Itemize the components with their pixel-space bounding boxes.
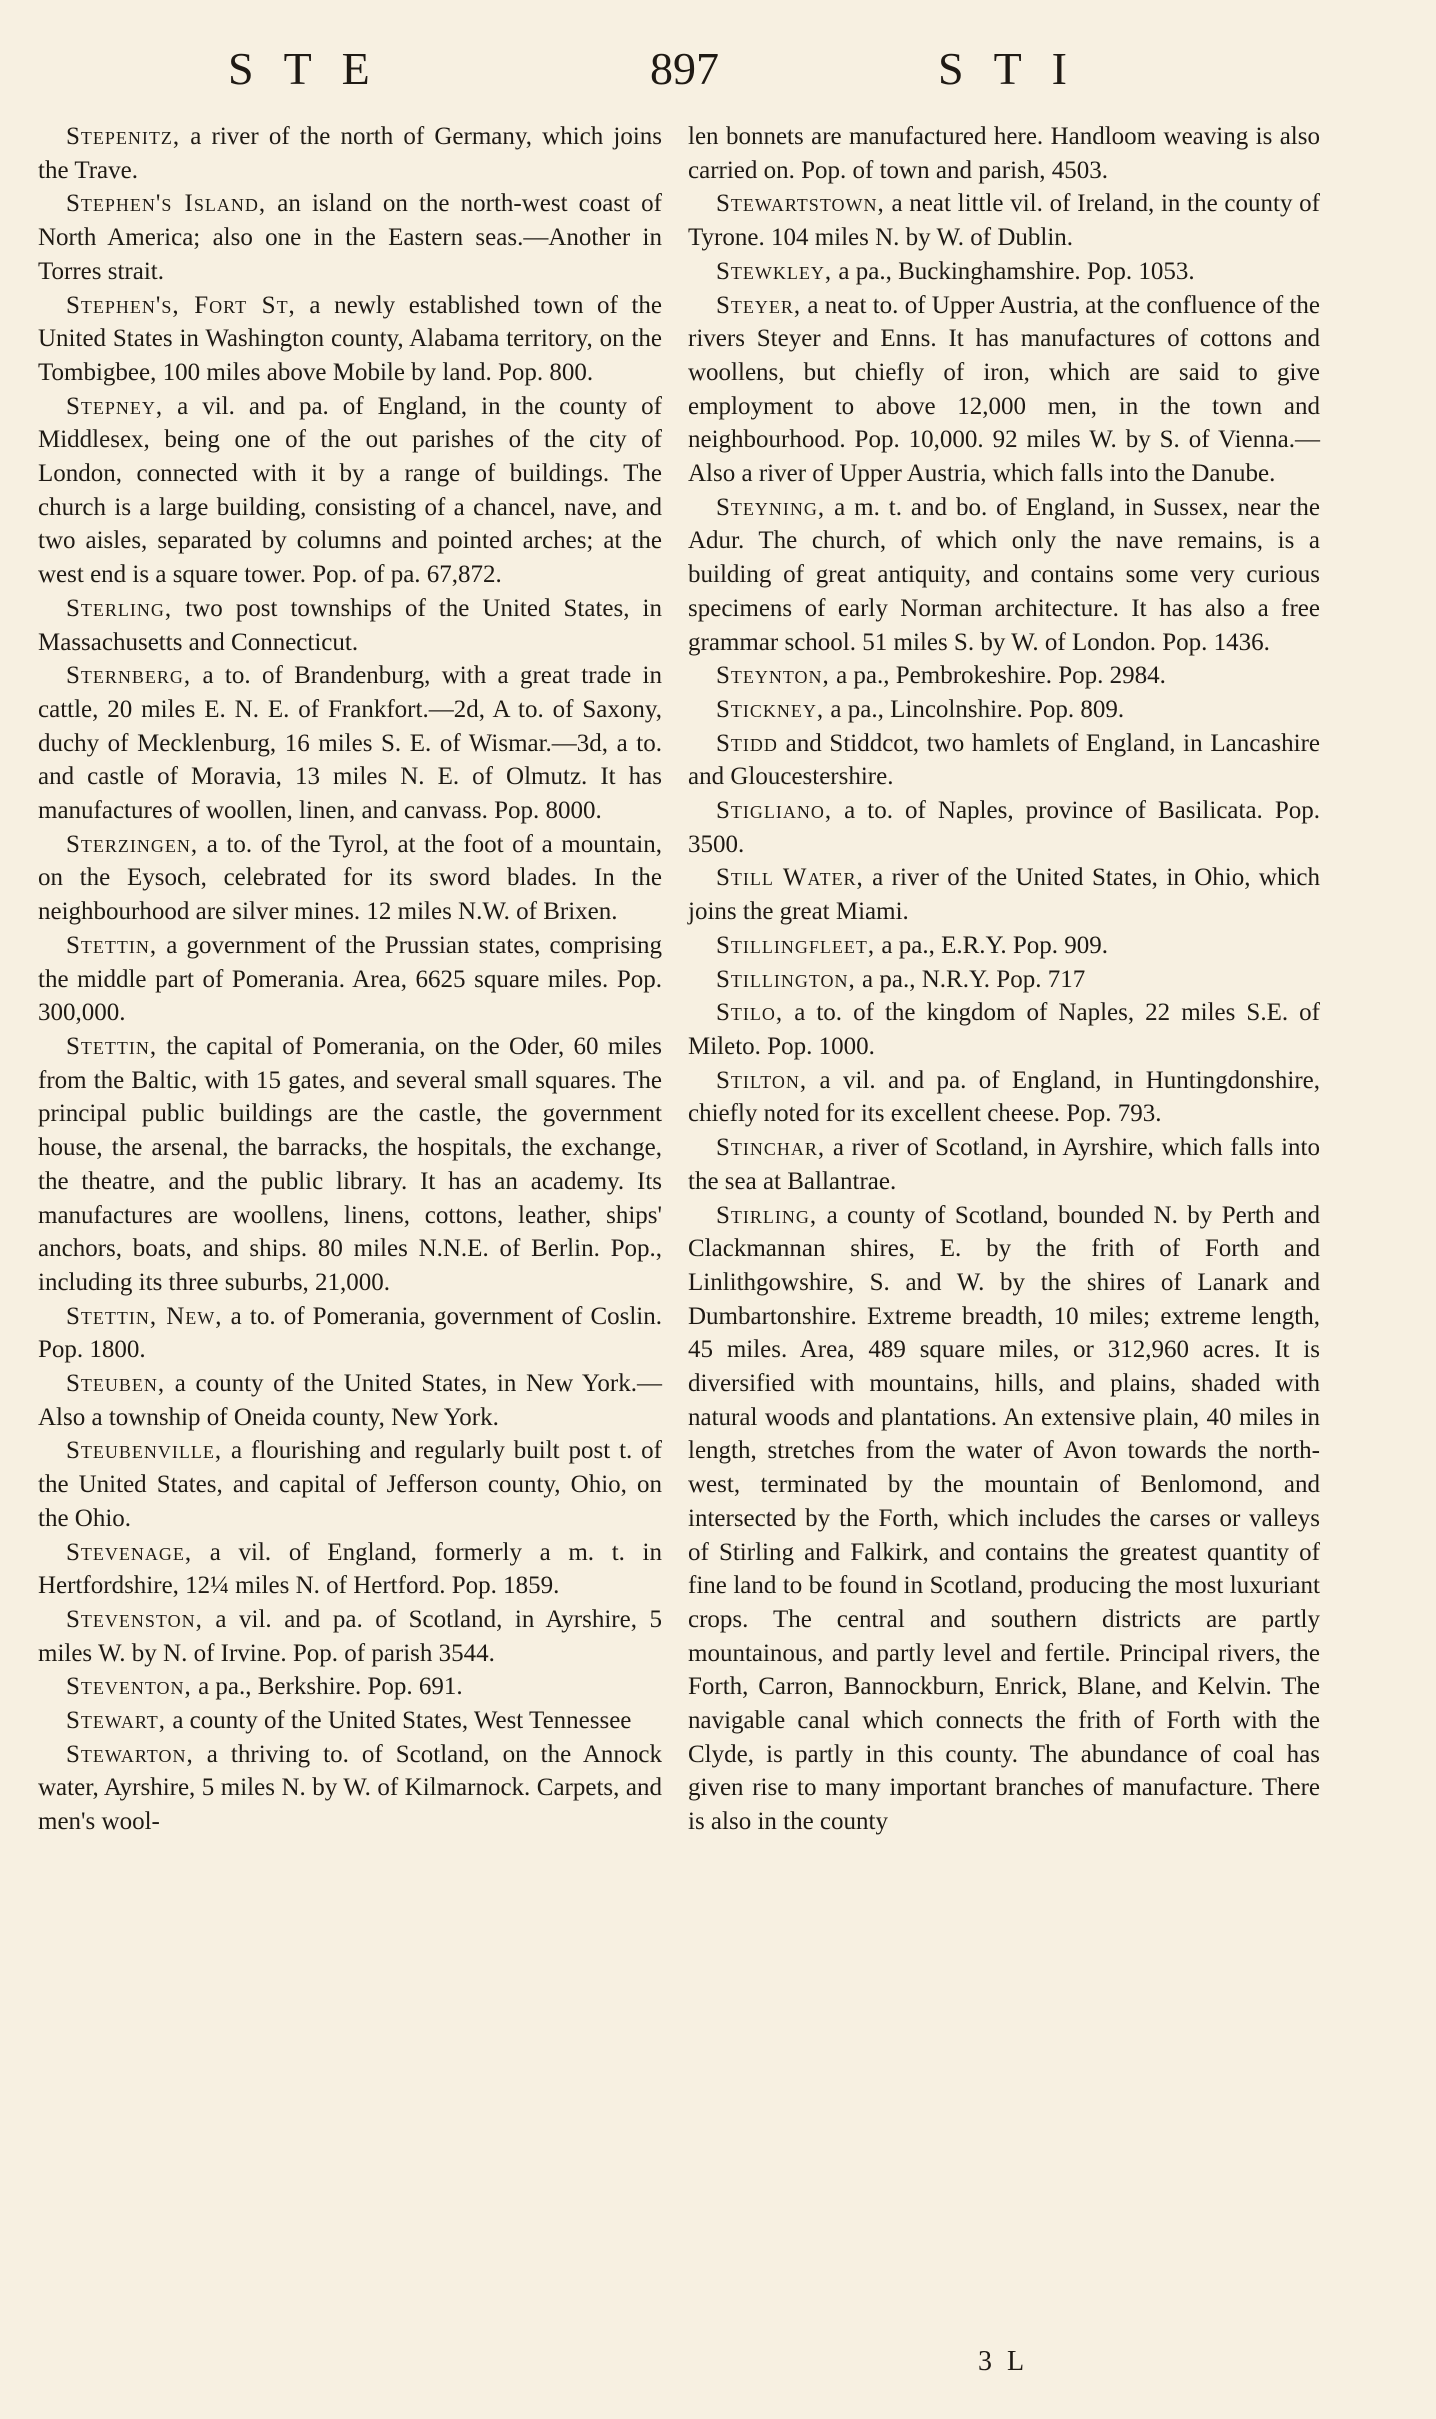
entry-text: a vil. and pa. of England, in Huntingdonshire, chiefly noted for its excellent cheese. Pop. 793. <box>688 1066 1320 1128</box>
page-number: 897 <box>650 43 719 94</box>
entry-headword: Stickney, <box>716 695 825 723</box>
gazetteer-entry <box>688 693 1320 727</box>
entry-text: a neat little vil. of Ireland, in the county of Tyrone. 104 miles N. by W. of Dublin. <box>688 190 1320 252</box>
entry-text: a pa., Buckinghamshire. Pop. 1053. <box>832 257 1195 285</box>
gazetteer-entry <box>38 1704 662 1738</box>
gazetteer-entry <box>688 996 1320 1063</box>
entry-headword: Steuben, <box>66 1370 166 1398</box>
entry-headword: Steyer, <box>716 291 802 319</box>
gazetteer-entry <box>38 1030 662 1300</box>
entry-text: a m. t. and bo. of England, in Sussex, near the Adur. The church, of which only the nave remains, is a building of great antiquity, and contains some very curious specimens of early Norman architecture. It has also a free grammar school. 51 miles S. by W. of London. Pop. 1436. <box>688 493 1320 656</box>
entry-text: a vil. and pa. of England, in the county of Middlesex, being one of the out parishes of the city of London, connected with it by a range of buildings. The church is a large building, consisting of a chancel, nave, and two aisles, separated by columns and pointed arches; at the west end is a square tower. Pop. of pa. 67,872. <box>38 392 662 589</box>
entry-text: a county of Scotland, bounded N. by Perth and Clackmannan shires, E. by the frith of Forth and Linlithgowshire, S. and W. by the shires of Lanark and Dumbartonshire. Extreme breadth, 10 miles; extreme length, 45 miles. Area, 489 square miles, or 312,960 acres. It is diversified with mountains, hills, and plains, shaded with natural woods and plantations. An extensive plain, 40 miles in length, stretches from the water of Avon towards the north-west, terminated by the mountain of Benlomond, and intersected by the Forth, which includes the carses or valleys of Stirling and Falkirk, and contains the greatest quantity of fine land to be found in Scotland, producing the most luxuriant crops. The central and southern districts are partly mountainous, and partly level and fertile. Principal rivers, the Forth, Carron, Bannockburn, Enrick, Blane, and Kelvin. The navigable canal which connects the frith of Forth with the Clyde, is partly in this county. The abundance of coal has given rise to many important branches of manufacture. There is also in the county <box>688 1201 1320 1836</box>
entry-headword: Stepney, <box>66 392 164 420</box>
entry-text: a pa., Pembrokeshire. Pop. 2984. <box>829 662 1166 690</box>
entry-text: a pa., Lincolnshire. Pop. 809. <box>824 695 1125 723</box>
entry-text: a to. of the kingdom of Naples, 22 miles S.E. of Mileto. Pop. 1000. <box>688 999 1320 1060</box>
right-column <box>688 120 1320 1839</box>
entry-headword: Stettin, <box>66 931 158 959</box>
entry-headword: Still Water, <box>716 864 864 892</box>
entry-headword: Sternberg, <box>66 662 192 690</box>
entry-text: a pa., E.R.Y. Pop. 909. <box>875 931 1108 959</box>
entry-text: and Stiddcot, two hamlets of England, in Lancashire and Gloucestershire. <box>688 729 1320 791</box>
entry-text: a to. of Pomerania, government of Coslin. Pop. 1800. <box>38 1302 662 1364</box>
entry-text: a neat to. of Upper Austria, at the confluence of the rivers Steyer and Enns. It has manufactures of cottons and woollens, but chiefly of iron, which are said to give employment to above 12,000 men, in the town and neighbourhood. Pop. 10,000. 92 miles W. by S. of Vienna.—Also a river of Upper Austria, which falls into the Danube. <box>688 291 1320 488</box>
entry-headword: Steynton, <box>716 662 830 690</box>
gazetteer-entry <box>688 120 1320 187</box>
left-column <box>38 120 662 1839</box>
entry-headword: Stewartstown, <box>716 190 885 218</box>
gazetteer-entry <box>688 794 1320 861</box>
entry-text: a county of the United States, in New York.—Also a township of Oneida county, New York. <box>38 1370 662 1431</box>
gazetteer-entry <box>688 727 1320 794</box>
gazetteer-entry <box>38 1603 662 1670</box>
gazetteer-entry <box>38 929 662 1030</box>
gazetteer-entry <box>688 1131 1320 1198</box>
entry-text: an island on the north-west coast of North America; also one in the Eastern seas.—Another in Torres strait. <box>38 190 662 285</box>
running-head-right: STI <box>938 43 1097 94</box>
entry-text: a county of the United States, West Tennessee <box>166 1707 632 1735</box>
entry-text: a thriving to. of Scotland, on the Annock water, Ayrshire, 5 miles N. by W. of Kilmarnock. Carpets, and men's wool- <box>38 1740 662 1836</box>
entry-text: a river of the United States, in Ohio, which joins the great Miami. <box>688 864 1320 926</box>
entry-text: two post townships of the United States, in Massachusetts and Connecticut. <box>38 594 662 656</box>
entry-headword: Steventon, <box>66 1673 192 1701</box>
entry-text: a to. of the Tyrol, at the foot of a mountain, on the Eysoch, celebrated for its sword blades. In the neighbourhood are silver mines. 12 miles N.W. of Brixen. <box>38 830 662 926</box>
entry-headword: Stilton, <box>716 1066 808 1094</box>
gazetteer-entry <box>688 491 1320 660</box>
entry-headword: Stewart, <box>66 1707 167 1735</box>
entry-text: a vil. and pa. of Scotland, in Ayrshire, 5 miles W. by N. of Irvine. Pop. of parish 3544. <box>38 1605 662 1667</box>
entry-headword: Stevenston, <box>66 1605 203 1633</box>
entry-text: a to. of Naples, province of Basilicata. Pop. 3500. <box>688 797 1320 858</box>
entry-text: a newly established town of the United States in Washington county, Alabama territory, on the Tombigbee, 100 miles above Mobile by land. Pop. 800. <box>38 291 662 386</box>
entry-text: the capital of Pomerania, on the Oder, 60 miles from the Baltic, with 15 gates, and several small squares. The principal public buildings are the castle, the government house, the arsenal, the barracks, the hospitals, the exchange, the theatre, and the public library. It has an academy. Its manufactures are woollens, linens, cottons, leather, ships' anchors, boats, and ships. 80 miles N.N.E. of Berlin. Pop., including its three suburbs, 21,000. <box>38 1032 662 1296</box>
entry-text: a government of the Prussian states, comprising the middle part of Pomerania. Area, 6625 square miles. Pop. 300,000. <box>38 931 662 1027</box>
entry-headword: Stillington, <box>716 965 856 993</box>
gazetteer-entry <box>688 1064 1320 1131</box>
gazetteer-entry <box>688 963 1320 997</box>
entry-headword: Sterling, <box>66 594 173 622</box>
running-head-left: STE <box>228 43 400 94</box>
gazetteer-entry <box>38 1670 662 1704</box>
gazetteer-entry <box>688 255 1320 289</box>
gazetteer-entry <box>38 1536 662 1603</box>
entry-headword: Steyning, <box>716 493 826 521</box>
entry-text: a river of the north of Germany, which joins the Trave. <box>38 123 662 184</box>
entry-headword: Stigliano, <box>716 797 833 825</box>
gazetteer-entry <box>688 1199 1320 1839</box>
gazetteer-entry <box>688 187 1320 254</box>
entry-text: a to. of Brandenburg, with a great trade in cattle, 20 miles E. N. E. of Frankfort.—2d, A to. of Saxony, duchy of Mecklenburg, 16 miles S. E. of Wismar.—3d, a to. and castle of Moravia, 13 miles N. E. of Olmutz. It has manufactures of woollen, linen, and canvass. Pop. 8000. <box>38 662 662 825</box>
entry-headword: Stevenage, <box>66 1538 193 1566</box>
entry-text: a pa., N.R.Y. Pop. 717 <box>855 965 1086 993</box>
entry-text: len bonnets are manufactured here. Handloom weaving is also carried on. Pop. of town and parish, 4503. <box>688 123 1320 184</box>
entry-headword: Stinchar, <box>716 1134 826 1162</box>
entry-headword: Stephen's, Fort St, <box>66 291 296 319</box>
entry-headword: Steubenville, <box>66 1437 223 1465</box>
gazetteer-entry <box>38 592 662 659</box>
printer-signature-mark: 3 L <box>978 2346 1029 2377</box>
entry-headword: Sterzingen, <box>66 830 199 858</box>
gazetteer-entry <box>38 1434 662 1535</box>
entry-text: a pa., Berkshire. Pop. 691. <box>191 1673 463 1701</box>
gazetteer-entry <box>688 929 1320 963</box>
gazetteer-entry <box>688 289 1320 491</box>
entry-headword: Stephen's Island, <box>66 190 267 218</box>
gazetteer-entry <box>38 659 662 828</box>
gazetteer-entry <box>38 289 662 390</box>
gazetteer-entry <box>38 1300 662 1367</box>
entry-text: a vil. of England, formerly a m. t. in Hertfordshire, 12¼ miles N. of Hertford. Pop. 1859. <box>38 1538 662 1600</box>
entry-headword: Stewarton, <box>66 1740 194 1768</box>
entry-headword: Stewkley, <box>716 257 833 285</box>
entry-headword: Stirling, <box>716 1201 818 1229</box>
gazetteer-entry <box>38 828 662 929</box>
entry-headword: Stepenitz, <box>66 123 181 150</box>
gazetteer-entry <box>38 390 662 592</box>
entry-headword: Stettin, New, <box>66 1302 223 1330</box>
gazetteer-entry <box>688 659 1320 693</box>
entry-headword: Stettin, <box>66 1032 158 1060</box>
gazetteer-entry <box>38 187 662 288</box>
gazetteer-entry <box>38 120 662 187</box>
gazetteer-entry <box>688 861 1320 928</box>
entry-text: a river of Scotland, in Ayrshire, which falls into the sea at Ballantrae. <box>688 1134 1320 1195</box>
entry-headword: Stilo, <box>716 999 784 1027</box>
gazetteer-entry <box>38 1367 662 1434</box>
gazetteer-entry <box>38 1738 662 1839</box>
entry-headword: Stillingfleet, <box>716 931 876 959</box>
entry-text: a flourishing and regularly built post t. of the United States, and capital of Jefferson county, Ohio, on the Ohio. <box>38 1437 662 1532</box>
entry-headword: Stidd <box>716 729 778 757</box>
